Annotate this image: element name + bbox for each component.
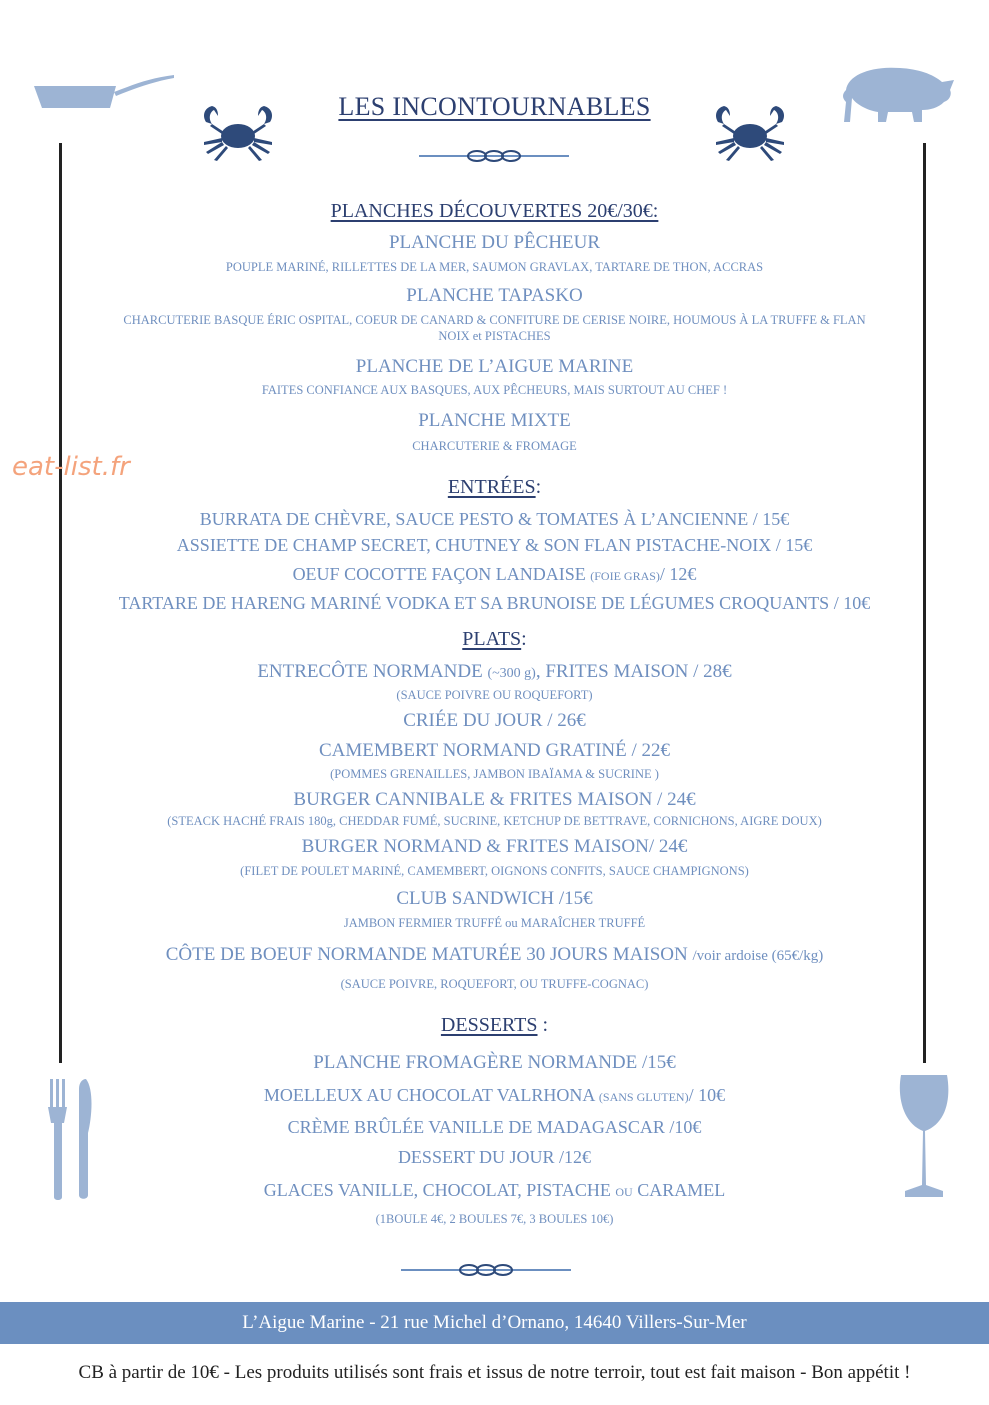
menu-item-name: PLANCHE DE L’AIGUE MARINE [355, 356, 634, 377]
moelleux-main: MOELLEUX AU CHOCOLAT VALRHONA [263, 1085, 599, 1105]
moelleux-price: / 10€ [688, 1085, 726, 1105]
menu-item-name: DESSERT DU JOUR /12€ [397, 1147, 592, 1167]
oeuf-main: OEUF COCOTTE FAÇON LANDAISE [292, 564, 591, 584]
menu-item-name [0, 944, 989, 966]
entrees-colon: : [535, 476, 542, 498]
cote-main: CÔTE DE BOEUF NORMANDE MATURÉE 30 JOURS MAISON [165, 944, 693, 965]
oeuf-small: (FOIE GRAS) [590, 569, 660, 583]
menu-item-desc: (POMMES GRENAILLES, JAMBON IBAÏAMA & SUCRINE ) [330, 767, 659, 781]
menu-item-desc: (SAUCE POIVRE, ROQUEFORT, OU TRUFFE-COGNAC) [340, 977, 649, 991]
desserts-heading-text: DESSERTS [440, 1014, 538, 1036]
oeuf-price: / 12€ [659, 564, 697, 584]
menu-item-name: PLANCHE DU PÊCHEUR [388, 232, 601, 253]
menu-item-name [0, 1085, 989, 1106]
glaces-a: GLACES VANILLE, CHOCOLAT, PISTACHE [263, 1180, 616, 1200]
menu-item-desc: FAITES CONFIANCE AUX BASQUES, AUX PÊCHEURS, MAIS SURTOUT AU CHEF ! [261, 383, 728, 397]
cote-small: /voir ardoise (65€/kg) [692, 948, 824, 964]
menu-item-name [0, 564, 989, 585]
menu-item-name: TARTARE DE HARENG MARINÉ VODKA ET SA BRUNOISE DE LÉGUMES CROQUANTS / 10€ [118, 593, 871, 613]
menu-item-desc: CHARCUTERIE & FROMAGE [412, 439, 577, 453]
menu-item-name: PLANCHE TAPASKO [406, 285, 583, 306]
watermark: eat-list.fr [12, 452, 130, 482]
menu-item-desc: CHARCUTERIE BASQUE ÉRIC OSPITAL, COEUR DE CANARD & CONFITURE DE CERISE NOIRE, HOUMOUS À LA TRUFFE & FLAN [123, 313, 866, 327]
menu-item-desc: (FILET DE POULET MARINÉ, CAMEMBERT, OIGNONS CONFITS, SAUCE CHAMPIGNONS) [240, 864, 749, 878]
section-heading-desserts [0, 1014, 989, 1037]
menu-item-desc: POUPLE MARINÉ, RILLETTES DE LA MER, SAUMON GRAVLAX, TARTARE DE THON, ACCRAS [225, 260, 764, 274]
ornament-divider [401, 1260, 571, 1280]
ornament-divider [419, 146, 569, 166]
address-bar: L’Aigue Marine - 21 rue Michel d’Ornano, 14640 Villers-Sur-Mer [0, 1302, 989, 1344]
entrecote-main: ENTRECÔTE NORMANDE [257, 661, 488, 682]
section-heading-planches [0, 200, 989, 223]
glaces-ou: OU [615, 1185, 633, 1199]
footer-note: CB à partir de 10€ - Les produits utilisés sont frais et issus de notre terroir, tout est fait maison - Bon appétit ! [78, 1362, 911, 1383]
glaces-b: CARAMEL [632, 1180, 726, 1200]
page-title: LES INCONTOURNABLES [338, 92, 651, 121]
moelleux-small: (SANS GLUTEN) [598, 1090, 689, 1104]
menu-item-name: BURGER NORMAND & FRITES MAISON/ 24€ [301, 836, 688, 857]
plats-colon: : [521, 628, 527, 650]
menu-item-name: CRÈME BRÛLÉE VANILLE DE MADAGASCAR /10€ [287, 1117, 702, 1137]
menu-item-desc: JAMBON FERMIER TRUFFÉ ou MARAÎCHER TRUFFÉ [343, 916, 646, 930]
menu-item-name [0, 1180, 989, 1201]
menu-item-desc: NOIX et PISTACHES [438, 329, 551, 343]
menu-item-desc: (1BOULE 4€, 2 BOULES 7€, 3 BOULES 10€) [375, 1212, 614, 1226]
menu-item-name: CAMEMBERT NORMAND GRATINÉ / 22€ [318, 740, 671, 761]
entrecote-rest: , FRITES MAISON / 28€ [535, 661, 732, 682]
menu-item-name: BURGER CANNIBALE & FRITES MAISON / 24€ [293, 789, 696, 810]
menu-item-name: PLANCHE FROMAGÈRE NORMANDE /15€ [313, 1052, 676, 1073]
menu-item-desc: (STEACK HACHÉ FRAIS 180g, CHEDDAR FUMÉ, SUCRINE, KETCHUP DE BETTRAVE, CORNICHONS, AIGRE DOUX) [167, 814, 822, 828]
menu-item-name: CLUB SANDWICH /15€ [396, 888, 593, 909]
entrecote-small: (~300 g) [487, 666, 536, 681]
section-heading-plats [0, 628, 989, 651]
planches-heading-text: PLANCHES DÉCOUVERTES 20€/30€: [330, 200, 659, 222]
menu-item-name: PLANCHE MIXTE [418, 410, 571, 431]
menu-item-desc: (SAUCE POIVRE OU ROQUEFORT) [396, 688, 593, 702]
plats-heading-text: PLATS [462, 628, 522, 650]
menu-item-name: CRIÉE DU JOUR / 26€ [403, 710, 586, 731]
desserts-colon: : [537, 1014, 549, 1036]
section-heading-entrees [0, 476, 989, 499]
menu-item-name: ASSIETTE DE CHAMP SECRET, CHUTNEY & SON FLAN PISTACHE-NOIX / 15€ [176, 535, 813, 555]
entrees-heading-text: ENTRÉES [447, 476, 536, 498]
menu-item-name: BURRATA DE CHÈVRE, SAUCE PESTO & TOMATES À L’ANCIENNE / 15€ [199, 509, 790, 529]
menu-item-name [0, 661, 989, 683]
